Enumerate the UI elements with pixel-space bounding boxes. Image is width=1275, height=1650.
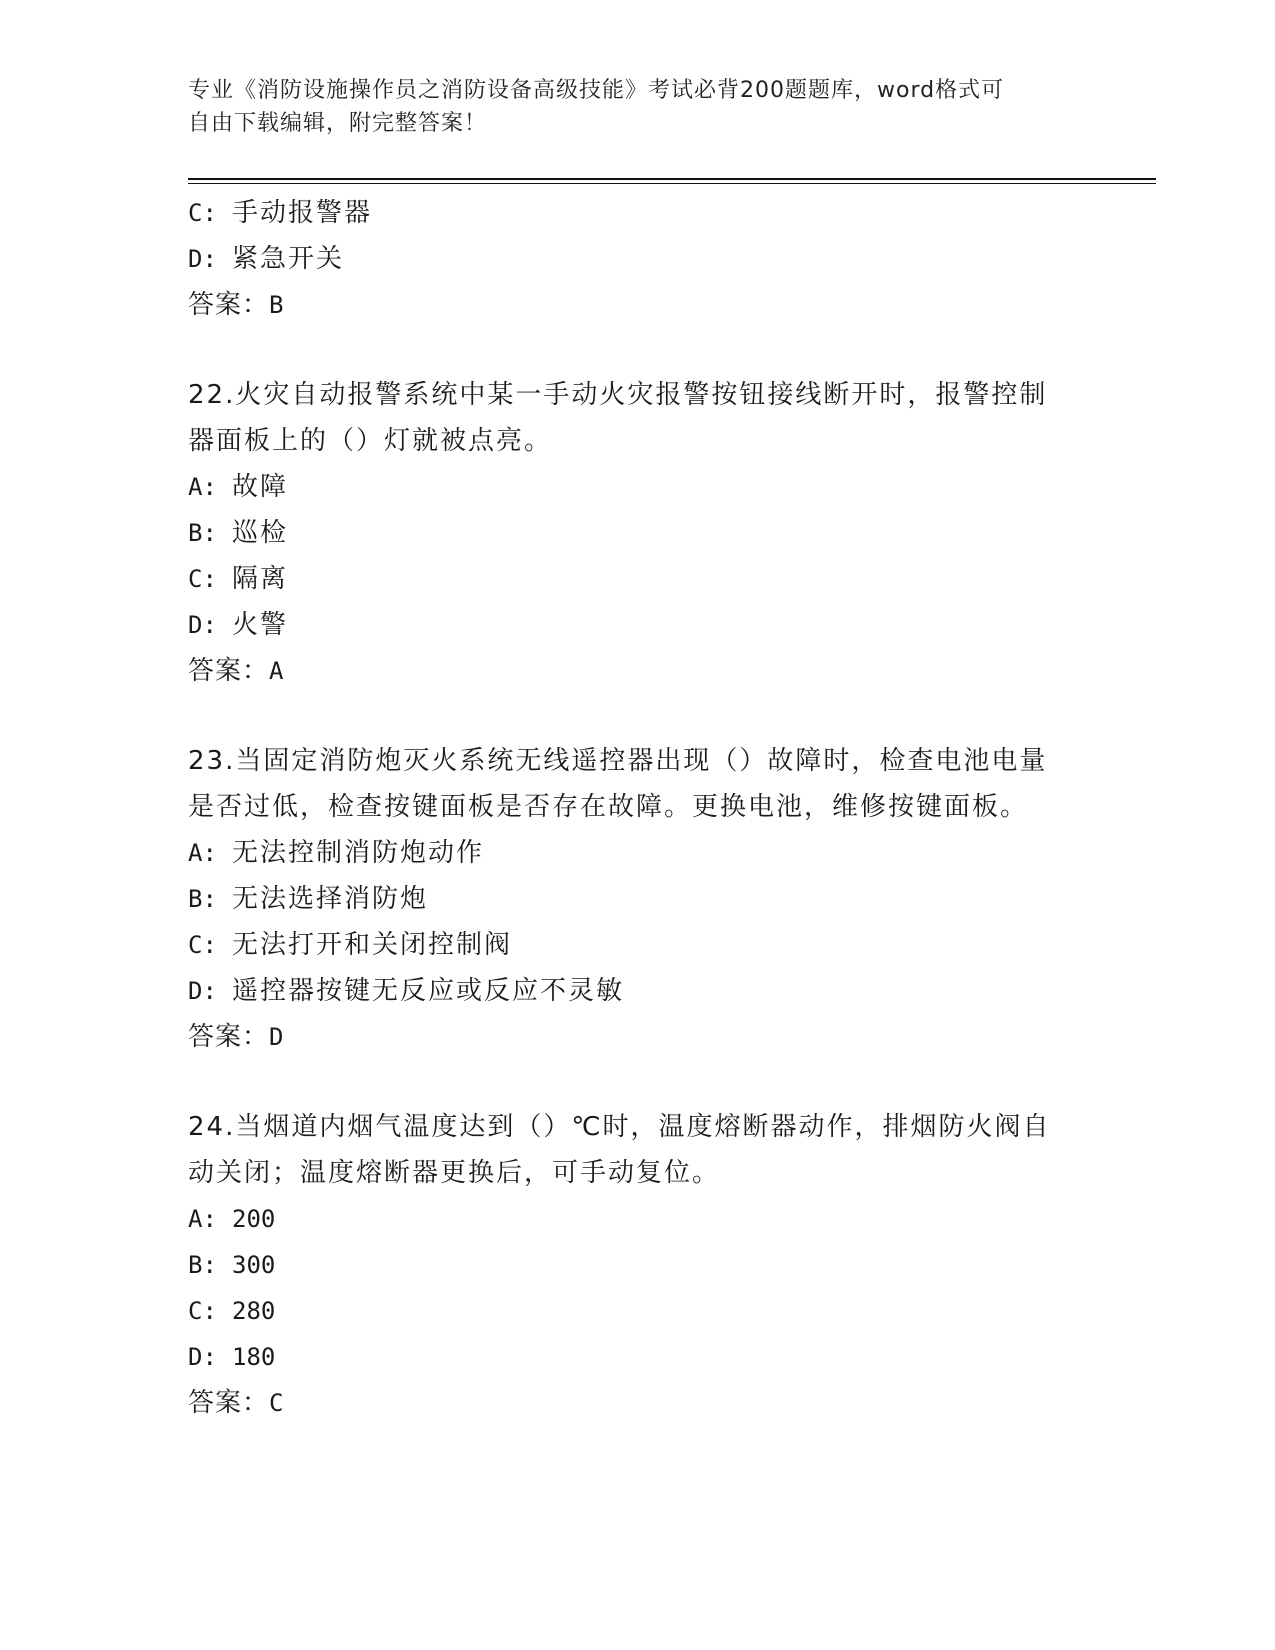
option-b — [188, 1242, 1088, 1288]
answer-value: C — [269, 1389, 284, 1417]
option-text: 200 — [232, 1205, 276, 1233]
header-divider-thick — [188, 178, 1156, 180]
header-line-1: 专业《消防设施操作员之消防设备高级技能》考试必背200题题库，word格式可 — [188, 78, 1005, 103]
answer-line — [188, 282, 1088, 328]
option-d — [188, 602, 1088, 648]
answer-line — [188, 1014, 1088, 1060]
option-text: 300 — [232, 1251, 276, 1279]
answer-label: 答案： — [188, 290, 270, 320]
answer-line — [188, 648, 1088, 694]
option-key: C: — [188, 199, 217, 227]
option-text: 巡检 — [232, 518, 289, 548]
option-text: 故障 — [232, 472, 289, 502]
question-stem-line-2: 动关闭；温度熔断器更换后，可手动复位。 — [188, 1158, 721, 1188]
answer-value: A — [269, 657, 284, 685]
option-key: B: — [188, 1251, 217, 1279]
option-key: D: — [188, 245, 217, 273]
answer-label: 答案： — [188, 1022, 270, 1052]
answer-value: D — [269, 1023, 284, 1051]
option-text: 火警 — [232, 610, 289, 640]
option-key: D: — [188, 1343, 217, 1371]
option-a — [188, 830, 1088, 876]
question-stem-line-1: 22.火灾自动报警系统中某一手动火灾报警按钮接线断开时，报警控制 — [188, 380, 1048, 410]
question-24 — [188, 1104, 1088, 1426]
option-key: C: — [188, 565, 217, 593]
answer-line — [188, 1380, 1088, 1426]
option-text: 无法选择消防炮 — [232, 884, 429, 914]
option-key: C: — [188, 1297, 217, 1325]
question-content — [188, 190, 1088, 1426]
option-d — [188, 968, 1088, 1014]
option-d — [188, 236, 1088, 282]
option-text: 隔离 — [232, 564, 289, 594]
option-key: A: — [188, 473, 217, 501]
question-22 — [188, 372, 1088, 694]
question-stem-line-1: 23.当固定消防炮灭火系统无线遥控器出现（）故障时，检查电池电量 — [188, 746, 1048, 776]
question-23 — [188, 738, 1088, 1060]
option-text: 紧急开关 — [232, 244, 345, 274]
option-text: 280 — [232, 1297, 276, 1325]
option-c — [188, 922, 1088, 968]
answer-label: 答案： — [188, 656, 270, 686]
option-b — [188, 876, 1088, 922]
question-21-continuation — [188, 190, 1088, 328]
option-text: 180 — [232, 1343, 276, 1371]
question-stem-line-2: 器面板上的（）灯就被点亮。 — [188, 426, 553, 456]
answer-value: B — [269, 291, 284, 319]
option-c — [188, 1288, 1088, 1334]
option-d — [188, 1334, 1088, 1380]
option-key: A: — [188, 839, 217, 867]
answer-label: 答案： — [188, 1388, 270, 1418]
document-header — [188, 74, 1068, 140]
question-stem-line-2: 是否过低，检查按键面板是否存在故障。更换电池，维修按键面板。 — [188, 792, 1029, 822]
option-c — [188, 556, 1088, 602]
option-key: C: — [188, 931, 217, 959]
header-divider-thin — [188, 183, 1156, 184]
option-text: 遥控器按键无反应或反应不灵敏 — [232, 976, 625, 1006]
option-key: B: — [188, 885, 217, 913]
option-key: D: — [188, 977, 217, 1005]
option-text: 无法打开和关闭控制阀 — [232, 930, 513, 960]
option-b — [188, 510, 1088, 556]
option-text: 无法控制消防炮动作 — [232, 838, 485, 868]
option-text: 手动报警器 — [232, 198, 373, 228]
option-c — [188, 190, 1088, 236]
option-key: B: — [188, 519, 217, 547]
option-a — [188, 464, 1088, 510]
header-line-2: 自由下载编辑，附完整答案！ — [188, 111, 488, 136]
option-a — [188, 1196, 1088, 1242]
question-stem-line-1: 24.当烟道内烟气温度达到（）℃时，温度熔断器动作，排烟防火阀自 — [188, 1112, 1051, 1142]
option-key: D: — [188, 611, 217, 639]
option-key: A: — [188, 1205, 217, 1233]
